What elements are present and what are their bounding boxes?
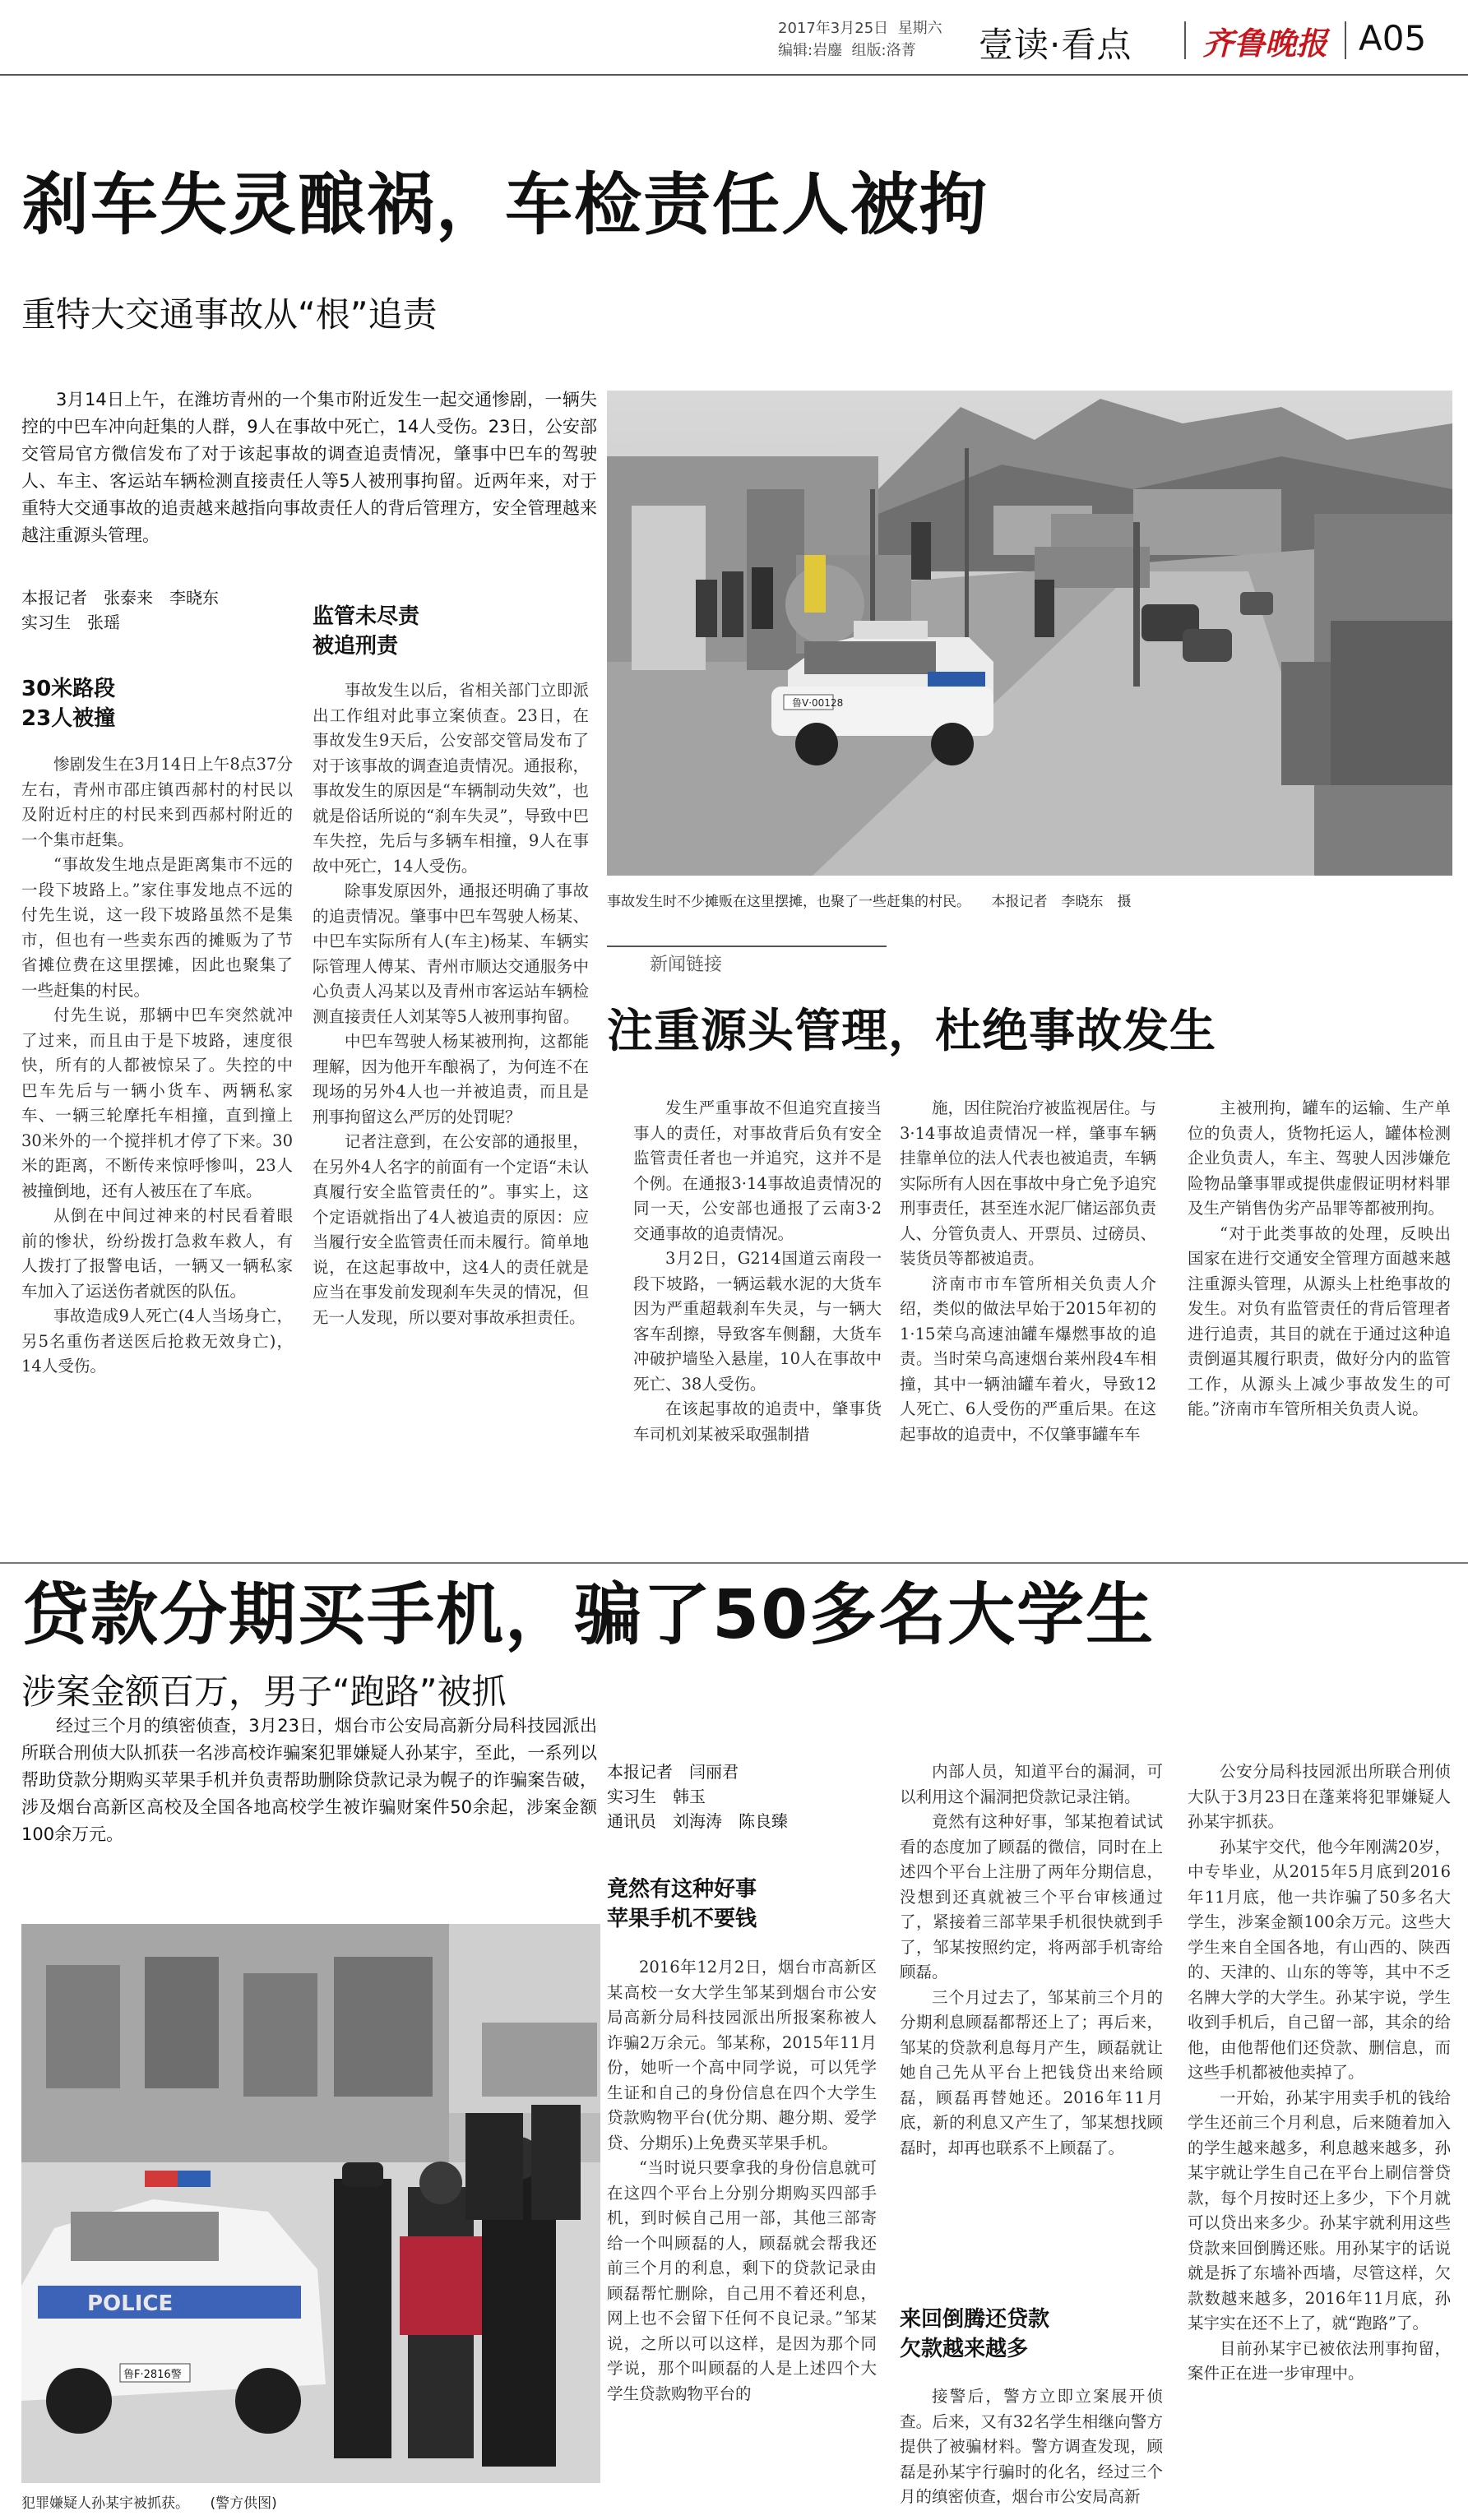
link-col1: [633, 1096, 882, 1565]
story2-byline-reporter: 本报记者 闫丽君: [607, 1762, 739, 1782]
link-col2: [900, 1096, 1156, 1565]
story1-byline: [21, 585, 293, 635]
story2-col2: [900, 1759, 1163, 2286]
link-col1-p1: 发生严重事故不但追究直接当事人的责任，对事故背后负有安全监管责任者也一并追究，这并不是个例。在通报3·14事故追责情况的同一天，公安部也通报了云南3·2交通事故的追责情况。: [633, 1098, 882, 1243]
arrest-scene-image: [21, 1924, 600, 2483]
masthead-rule: [0, 74, 1468, 76]
masthead-divider: [1184, 21, 1186, 59]
story2-photo: [21, 1924, 600, 2483]
story2-col1-p2: “当时说只要拿我的身份信息就可在这四个平台上分别分期购买四部手机，到时候自己用一部，其他三部寄给一个叫顾磊的人，顾磊就会帮我还前三个月的利息，剩下的贷款记录由顾磊帮忙删除，自己用不着还利息，网上也不会留下任何不良记录。”邹某说，之所以可以这样，是因为那个同学说，那个叫顾磊的人是上述四个大学生贷款购物平台的: [607, 2158, 877, 2403]
link-tag: 新闻链接: [650, 955, 723, 975]
story1-subhead: 重特大交通事故从“根”追责: [21, 294, 438, 335]
story2-col3-p4: 目前孙某宇已被依法刑事拘留，案件正在进一步审理中。: [1188, 2338, 1451, 2383]
story2-col2-p2: 竟然有这种好事，邹某抱着试试看的态度加了顾磊的微信，同时在上述四个平台上注册了两年分期信息，没想到还真就被三个平台审核通过了，紧接着三部苹果手机很快就到手了，邹某按照约定，将两部手机寄给顾磊。: [900, 1812, 1163, 1981]
car-police-text: POLICE: [87, 2291, 174, 2316]
story2-headline-number: 50: [712, 1576, 810, 1654]
story2-col2b-p1: 接警后，警方立即立案展开侦查。后来，又有32名学生相继向警方提供了被骗材料。警方调查发现，顾磊是孙某宇行骗时的化名，经过三个月的缜密侦查，烟台市公安局高新: [900, 2387, 1163, 2506]
editor-text: 编辑:岩鏖: [778, 42, 843, 59]
story2-byline: [607, 1759, 854, 1833]
story2-byline-correspondent: 通讯员 刘海涛 陈良臻: [607, 1811, 788, 1831]
story1-col2-p4: 记者注意到，在公安部的通报里，在另外4人名字的前面有一个定语“未认真履行安全监管责任的”。事实上，这个定语就指出了4人被追责的原因：应当履行安全监管责任而未履行。简单地说，在这起事故中，这4人的责任就是应当在事发前发现刹车失灵的情况，但无一人发现，所以要对事故承担责任。: [313, 1132, 589, 1327]
link-col2-p1: 施，因住院治疗被监视居住。与3·14事故追责情况一样，肇事车辆挂靠单位的法人代表也被追责，车辆实际所有人因在事故中身亡免予追究刑事责任，甚至连水泥厂储运部负责人、分管负责人、开票员、过磅员、装货员等都被追责。: [900, 1098, 1156, 1268]
story1-headline: 刹车失灵酿祸，车检责任人被拘: [21, 166, 989, 244]
link-headline: 注重源头管理，杜绝事故发生: [607, 1005, 1216, 1058]
link-col3-p1: 主被刑拘，罐车的运输、生产单位的负责人，货物托运人，罐体检测企业负责人，车主、驾驶人因涉嫌危险物品肇事罪或提供虚假证明材料罪及生产销售伪劣产品罪等都被刑拘。: [1188, 1098, 1451, 1218]
story1-col2: [313, 678, 589, 1583]
car-plate-text: 鲁F·2816警: [123, 2369, 182, 2381]
story2-col3: [1188, 1759, 1451, 2516]
story1-section1-title: 30米路段 23人被撞: [21, 677, 116, 731]
editor-credits: [778, 39, 916, 60]
story-separator: [0, 1562, 1468, 1564]
story1-col2-p3: 中巴车驾驶人杨某被刑拘，这都能理解，因为他开车酿祸了，为何连不在现场的另外4人也一并被追责，而且是刑事拘留这么严厉的处罚呢？: [313, 1032, 589, 1126]
link-col1-p3: 在该起事故的追责中，肇事货车司机刘某被采取强制措: [633, 1399, 882, 1444]
story1-byline-reporters: 本报记者 张泰来 李晓东: [21, 588, 219, 608]
story1-col1: [21, 752, 293, 1583]
story1-photo: [607, 391, 1452, 876]
story2-photo-caption: 犯罪嫌疑人孙某宇被抓获。 (警方供图): [21, 2495, 277, 2512]
link-col2-p2: 济南市市车管所相关负责人介绍，类似的做法早始于2015年初的1·15荣乌高速油罐车爆燃事故的追责。当时荣乌高速烟台莱州段4车相撞，其中一辆油罐车着火，导致12人死亡、6人受伤的严重后果。在这起事故的追责中，不仅肇事罐车车: [900, 1274, 1156, 1444]
section-title: 壹读·看点: [979, 25, 1132, 65]
story2-subhead: 涉案金额百万，男子“跑路”被抓: [21, 1672, 507, 1712]
masthead: [0, 0, 1468, 74]
story1-col2-p2: 除事发原因外，通报还明确了事故的追责情况。肇事中巴车驾驶人杨某、中巴车实际所有人(车主)杨某、车辆实际管理人傅某、青州市顺达交通服务中心负责人冯某以及青州市客运站车辆检测直接责任人刘某等5人被刑事拘留。: [313, 881, 589, 1026]
story2-headline-part2: 多名大学生: [809, 1576, 1155, 1654]
story2-col2-p3: 三个月过去了，邹某前三个月的分期利息顾磊都帮还上了；再后来，邹某的贷款利息每月产生，顾磊就让她自己先从平台上把钱贷出来给顾磊，顾磊再替她还。2016年11月底，新的利息又产生了，邹某想找顾磊时，却再也联系不上顾磊了。: [900, 1987, 1163, 2157]
story1-photo-caption: 事故发生时不少摊贩在这里摆摊，也聚了一些赶集的村民。 本报记者 李晓东 摄: [607, 894, 1132, 910]
story2-lead: 经过三个月的缜密侦查，3月23日，烟台市公安局高新分局科技园派出所联合刑侦大队抓获一名涉高校诈骗案犯罪嫌疑人孙某宇，至此，一系列以帮助贷款分期购买苹果手机并负责帮助删除贷款记录为幌子的诈骗案告破，涉及烟台高新区高校及全国各地高校学生被诈骗财案件50余起，涉案金额100余万元。: [21, 1716, 597, 1844]
story2-col3-p1: 公安分局科技园派出所联合刑侦大队于3月23日在蓬莱将犯罪嫌疑人孙某宇抓获。: [1188, 1762, 1451, 1831]
story2-headline-part1: 贷款分期买手机，骗了: [21, 1576, 713, 1654]
story2-section1-title: 竟然有这种好事 苹果手机不要钱: [607, 1877, 757, 1931]
story1-col1-p1: 惨剧发生在3月14日上午8点37分左右，青州市邵庄镇西郝村的村民以及附近村庄的村民来到西郝村附近的一个集市赶集。: [21, 755, 293, 849]
story1-byline-intern: 实习生 张瑶: [21, 613, 120, 632]
story1-section2-title: 监管未尽责 被追刑责: [313, 604, 420, 659]
date-text: 2017年3月25日: [778, 20, 889, 37]
page-number: A05: [1359, 18, 1427, 58]
van-plate-text: 鲁V·00128: [792, 697, 844, 709]
masthead-divider-2: [1345, 21, 1346, 59]
paper-logo: 齐鲁晚报: [1202, 25, 1328, 62]
story2-col2-p1: 内部人员，知道平台的漏洞，可以利用这个漏洞把贷款记录注销。: [900, 1762, 1163, 1806]
story1-col1-p5: 事故造成9人死亡(4人当场身亡，另5名重伤者送医后抢救无效身亡)，14人受伤。: [21, 1306, 293, 1376]
story2-col3-p3: 一开始，孙某宇用卖手机的钱给学生还前三个月利息，后来随着加入的学生越来越多，利息越来越多，孙某宇就让学生自己在平台上刷信誉贷款，每个月按时还上多少，下个月就可以贷出来多少。孙某宇就利用这些贷款来回倒腾还账。用孙某宇的话说就是拆了东墙补西墙，尽管这样，欠款数越来越多，2016年11月底，孙某宇实在还不上了，就“跑路”了。: [1188, 2088, 1451, 2333]
story1-col1-p2: “事故发生地点是距离集市不远的一段下坡路上。”家住事发地点不远的付先生说，这一段下坡路虽然不是集市，但也有一些卖东西的摊贩为了节省摊位费在这里摆摊，因此也聚集了一些赶集的村民。: [21, 855, 293, 1000]
story1-col2-p1: 事故发生以后，省相关部门立即派出工作组对此事立案侦查。23日，在事故发生9天后，公安部交管局发布了对于该事故的调查追责情况。通报称，事故发生的原因是“车辆制动失效”，也就是俗话所说的“刹车失灵”，导致中巴车失控，先后与多辆车相撞，9人在事故中死亡，14人受伤。: [313, 681, 589, 876]
story2-col2b: [900, 2384, 1163, 2516]
link-tag-box: [607, 946, 887, 975]
story1-lead: 3月14日上午，在潍坊青州的一个集市附近发生一起交通惨剧，一辆失控的中巴车冲向赶集的人群，9人在事故中死亡，14人受伤。23日，公安部交管局官方微信发布了对于该起事故的调查追责情况，肇事中巴车的驾驶人、车主、客运站车辆检测直接责任人等5人被刑事拘留。近两年来，对于重特大交通事故的追责越来越指向事故责任人的背后管理方，安全管理越来越注重源头管理。: [21, 390, 597, 545]
story2-section2-title: 来回倒腾还贷款 欠款越来越多: [900, 2307, 1050, 2361]
link-col1-p2: 3月2日，G214国道云南段一段下坡路，一辆运载水泥的大货车因为严重超载刹车失灵，与一辆大客车刮擦，导致客车侧翻，大货车冲破护墙坠入悬崖，10人在事故中死亡、38人受伤。: [633, 1249, 882, 1394]
story2-headline: [21, 1574, 1155, 1657]
weekday-text: 星期六: [897, 20, 942, 37]
story2-col1-p1: 2016年12月2日，烟台市高新区某高校一女大学生邹某到烟台市公安局高新分局科技园派出所报案称被人诈骗2万余元。邹某称，2015年11月份，她听一个高中同学说，可以凭学生证和自己的身份信息在四个大学生贷款购物平台(优分期、趣分期、爱学贷、分期乐)上免费买苹果手机。: [607, 1958, 877, 2152]
story2-byline-intern: 实习生 韩玉: [607, 1787, 706, 1806]
story1-col1-p4: 从倒在中间过神来的村民看着眼前的惨状，纷纷拨打急救车救人，有人拨打了报警电话，一辆又一辆私家车加入了运送伤者就医的队伍。: [21, 1206, 293, 1301]
issue-date: [778, 16, 942, 38]
street-scene-image: [607, 391, 1452, 876]
story2-col1: [607, 1955, 877, 2518]
layout-text: 组版:洛菁: [851, 42, 916, 59]
story1-col1-p3: 付先生说，那辆中巴车突然就冲了过来，而且由于是下坡路，速度很快，所有的人都被惊呆了。失控的中巴车先后与一辆小货车、两辆私家车、一辆三轮摩托车相撞，直到撞上30米外的一个搅拌机才停了下来。30米的距离，不断传来惊呼惨叫，23人被撞倒地，还有人被压在了车底。: [21, 1006, 293, 1200]
link-col3-p2: “对于此类事故的处理，反映出国家在进行交通安全管理方面越来越注重源头管理，从源头上杜绝事故的发生。对负有监管责任的背后管理者进行追责，其目的就在于通过这种追责倒逼其履行职责，做好分内的监管工作，从源头上减少事故发生的可能。”济南市车管所相关负责人说。: [1188, 1223, 1451, 1418]
story2-col3-p2: 孙某宇交代，他今年刚满20岁，中专毕业，从2015年5月底到2016年11月底，他一共诈骗了50多名大学生，涉案金额100余万元。这些大学生来自全国各地，有山西的、陕西的、天津的、山东的等等，其中不乏名牌大学的大学生。孙某宇说，学生收到手机后，自己留一部，其余的给他，由他帮他们还贷款、删信息，而这些手机都被他卖掉了。: [1188, 1837, 1451, 2082]
link-col3: [1188, 1096, 1451, 1565]
